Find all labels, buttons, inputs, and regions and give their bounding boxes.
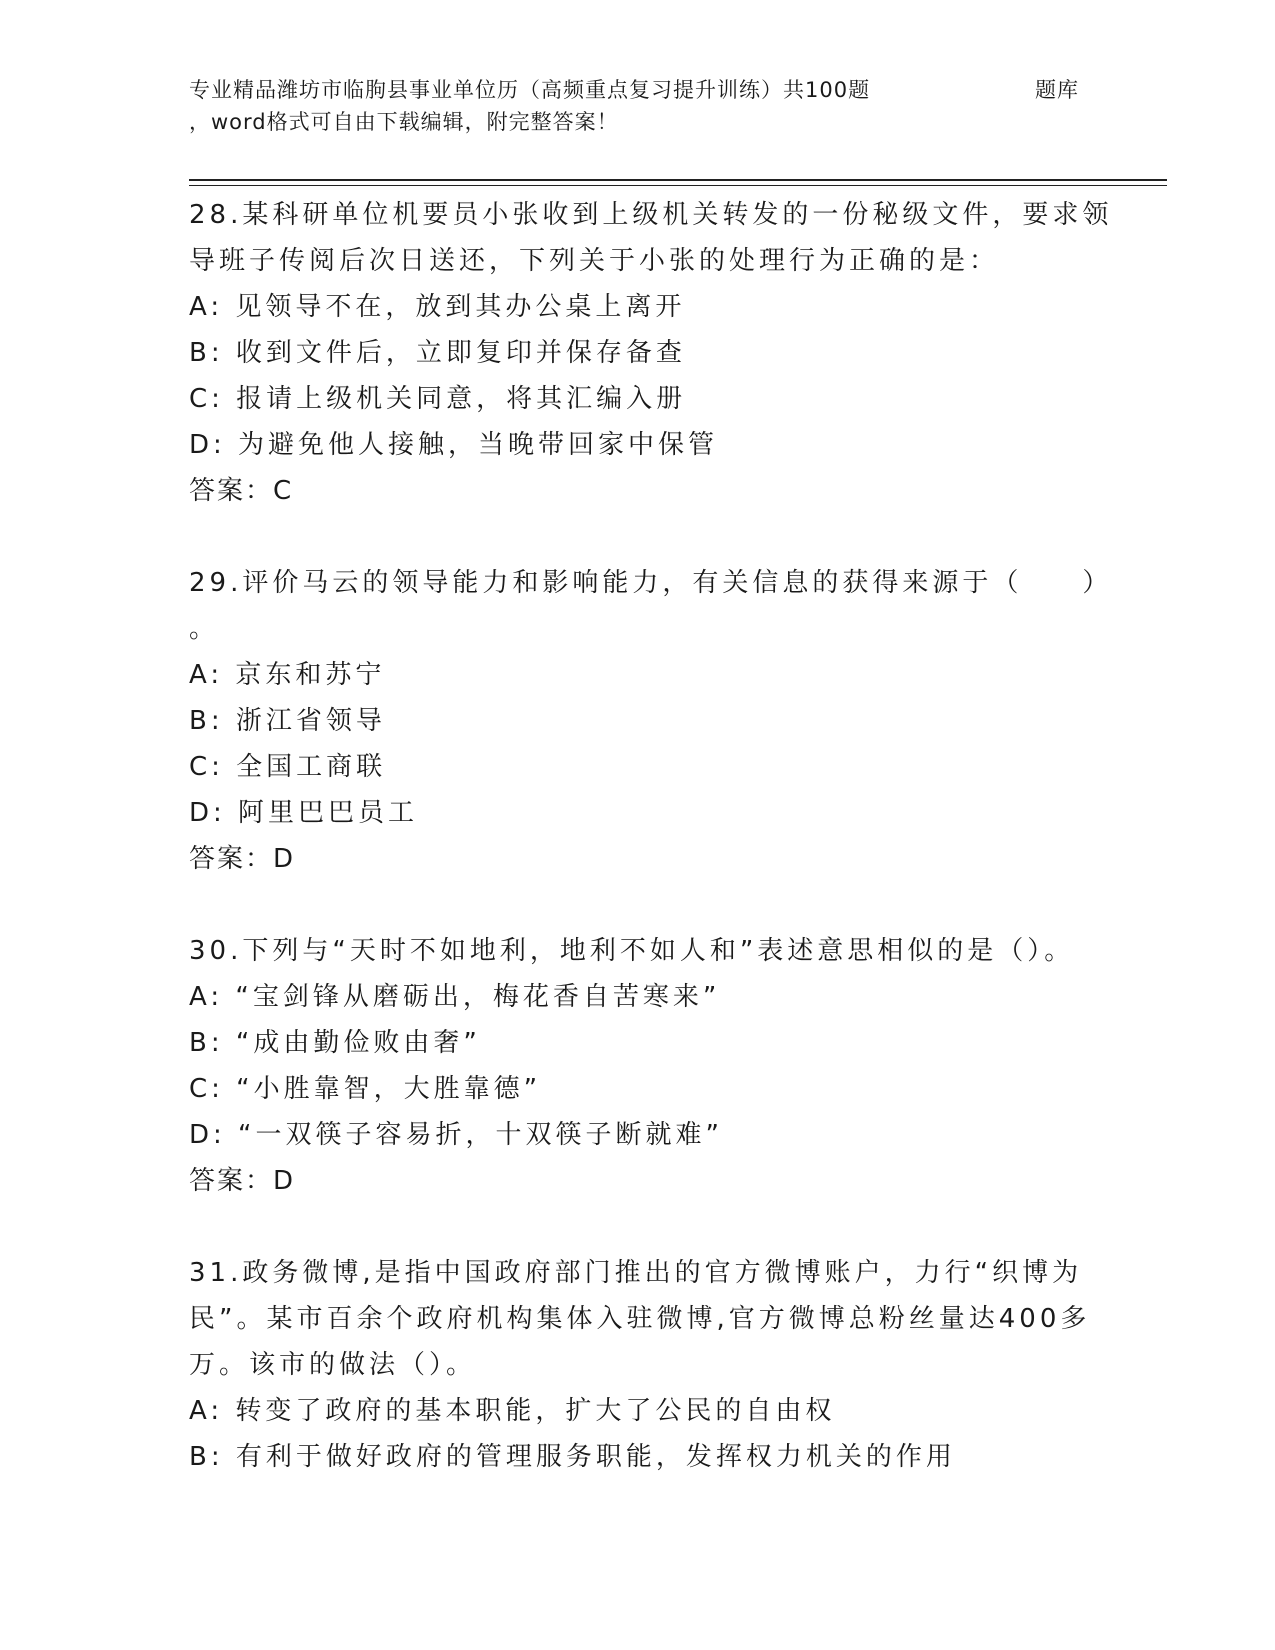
question-30 [189, 928, 1089, 1204]
answer-line: 答案：D [189, 1166, 296, 1196]
answer-line: 答案：D [189, 844, 296, 874]
option-a: A: 转变了政府的基本职能，扩大了公民的自由权 [189, 1396, 836, 1426]
option-d: D: 阿里巴巴员工 [189, 798, 419, 828]
option-b: B: 浙江省领导 [189, 706, 386, 736]
question-stem-line: 民”。某市百余个政府机构集体入驻微博,官方微博总粉丝量达400多 [189, 1304, 1091, 1334]
option-d: D: 为避免他人接触，当晚带回家中保管 [189, 430, 719, 460]
question-stem-line: 30.下列与“天时不如地利，地利不如人和”表述意思相似的是（）。 [189, 936, 1075, 966]
answer-line: 答案：C [189, 476, 294, 506]
option-b: B: 收到文件后，立即复印并保存备查 [189, 338, 686, 368]
option-a: A: “宝剑锋从磨砺出，梅花香自苦寒来” [189, 982, 721, 1012]
page-header [189, 74, 1169, 138]
question-stem-line: 导班子传阅后次日送还，下列关于小张的处理行为正确的是： [189, 246, 1000, 276]
question-stem-line: 。 [189, 614, 220, 644]
option-c: C: “小胜靠智，大胜靠德” [189, 1074, 542, 1104]
header-line-1 [189, 74, 1169, 106]
question-list [189, 192, 1113, 1526]
option-d: D: “一双筷子容易折，十双筷子断就难” [189, 1120, 723, 1150]
header-rule-thin [189, 185, 1167, 186]
header-subtitle: ，word格式可自由下载编辑，附完整答案！ [189, 110, 619, 134]
question-stem-line: 29.评价马云的领导能力和影响能力，有关信息的获得来源于（ ） [189, 568, 1113, 598]
option-a: A: 京东和苏宁 [189, 660, 386, 690]
header-title: 专业精品潍坊市临朐县事业单位历（高频重点复习提升训练）共100题 [189, 78, 871, 102]
question-29 [189, 560, 1113, 882]
option-c: C: 报请上级机关同意，将其汇编入册 [189, 384, 687, 414]
option-b: B: “成由勤俭败由奢” [189, 1028, 481, 1058]
header-rule-thick [189, 179, 1167, 181]
option-a: A: 见领导不在，放到其办公桌上离开 [189, 292, 686, 322]
option-b: B: 有利于做好政府的管理服务职能，发挥权力机关的作用 [189, 1442, 956, 1472]
question-28 [189, 192, 1113, 514]
question-stem-line: 万。该市的做法（）。 [189, 1350, 477, 1380]
question-31 [189, 1250, 1089, 1480]
header-tag: 题库 [1035, 78, 1079, 102]
question-stem-line: 31.政务微博,是指中国政府部门推出的官方微博账户，力行“织博为 [189, 1258, 1083, 1288]
option-c: C: 全国工商联 [189, 752, 387, 782]
question-stem-line: 28.某科研单位机要员小张收到上级机关转发的一份秘级文件，要求领 [189, 200, 1113, 230]
